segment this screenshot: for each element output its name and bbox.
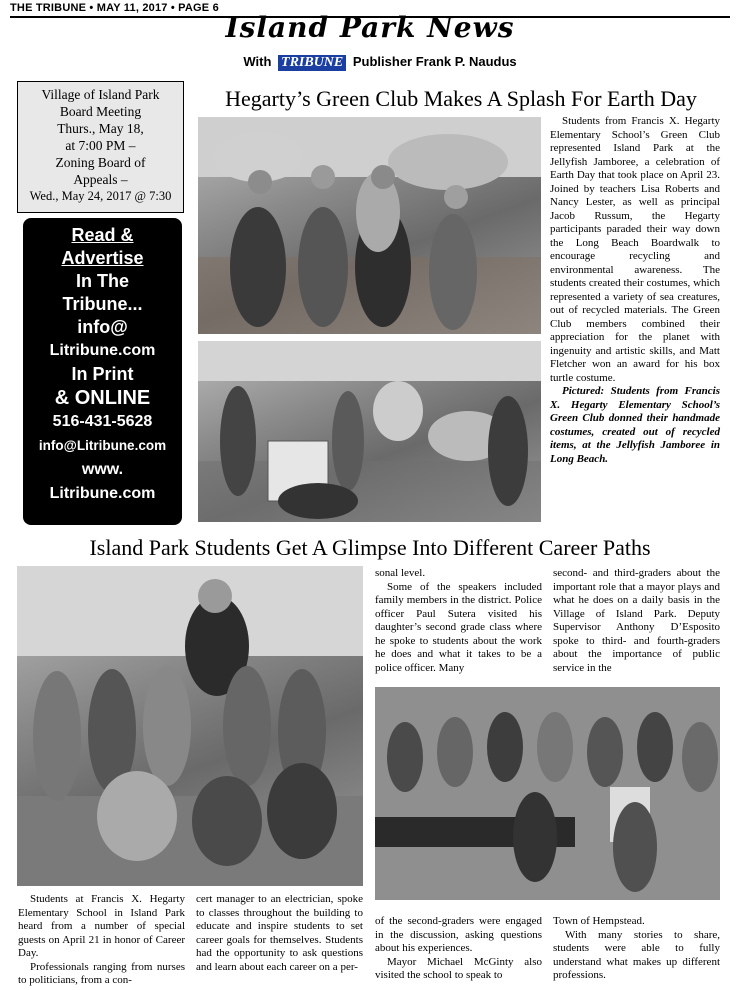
masthead-title: Island Park News [225,11,515,44]
meeting-line: Thurs., May 18, [57,121,144,136]
promo-line: Read & [71,225,134,245]
story2-col3-bottom [375,915,542,983]
publisher-line [230,54,530,71]
caption-text: Students from Francis X. Hegarty Elementary School’s Green Club donned their handmade costumes, created out of recycled items, at the Jellyfish Jamboree in Long Beach. [550,385,720,465]
story1-headline: Hegarty’s Green Club Makes A Splash For Earth Day [225,86,697,111]
story2-col2 [196,893,363,974]
meeting-line: Wed., May 24, 2017 @ 7:30 [29,189,172,203]
promo-line: www. [81,461,124,478]
story2-col1 [18,893,185,988]
meeting-line: Appeals – [73,172,128,187]
story2-paragraph: Town of Hempstead. [553,915,645,927]
publisher-name: Publisher Frank P. Naudus [352,54,517,69]
promo-line: In Print [71,364,134,384]
promo-line: Litribune.com [49,342,156,359]
story2-paragraph: Some of the speakers included family members in the district. Police officer Paul Sutera visited his daughter’s second grade class where he spoke to students about the work he does and what it takes to be a police officer. Many [375,580,542,674]
meeting-line: Zoning Board of [55,155,146,170]
career-day-photo-1 [17,566,363,886]
meeting-line: Village of Island Park [41,87,160,102]
story2-paragraph: cert manager to an electrician, spoke to classes throughout the building to educate and inspire students to set career goals for themselves. Students had the opportunity to ask questions and learn about each career on a per- [196,893,363,973]
green-club-photo-2 [198,341,541,522]
tribune-logo: TRIBUNE [278,55,346,71]
promo-line: Tribune... [62,294,143,314]
meeting-line: Board Meeting [59,104,142,119]
story2-paragraph: Mayor Michael McGinty also visited the school to speak to [375,955,542,981]
story2-paragraph: Students at Francis X. Hegarty Elementary School in Island Park heard from a number of special guests on April 21 in honor of Career Day. [18,893,185,959]
promo-email[interactable]: info@ [77,317,128,337]
meeting-notice-box [17,81,184,213]
promo-line: In The [76,271,129,291]
page-folio: THE TRIBUNE • MAY 11, 2017 • PAGE 6 [10,2,219,14]
story2-paragraph: of the second-graders were engaged in the discussion, asking questions about his experiences. [375,915,542,954]
promo-website-link[interactable]: Litribune.com [49,485,156,502]
story1-caption [550,385,720,466]
story1-text [550,115,720,466]
caption-label: Pictured: [562,385,605,397]
story2-col4-bottom [553,915,720,983]
meeting-line: at 7:00 PM – [65,138,136,153]
advertise-promo-box [23,218,182,525]
with-text: With [243,54,272,69]
promo-email-link[interactable]: info@Litribune.com [38,438,167,453]
promo-phone: 516-431-5628 [52,413,153,430]
promo-line: Advertise [61,248,144,268]
story2-col4-top [553,567,720,675]
promo-line: & ONLINE [54,387,151,409]
green-club-photo-1 [198,117,541,334]
story2-paragraph: sonal level. [375,567,426,579]
story2-col3-top [375,567,542,675]
story2-paragraph: second- and third-graders about the important role that a mayor plays and what he does on a daily basis in the Village of Island Park. Deputy Supervisor Anthony D’Esposito spoke to third- and fourth-graders about the importance of public service in the [553,567,720,674]
story2-headline: Island Park Students Get A Glimpse Into Different Career Paths [89,535,651,560]
story2-paragraph: Professionals ranging from nurses to politicians, from a con- [18,960,185,986]
story2-paragraph: With many stories to share, students were able to fully understand what makes up different professions. [553,928,720,981]
story1-body: Students from Francis X. Hegarty Elementary School’s Green Club represented Island Park at the Jellyfish Jamboree, a celebration of Earth Day that took place on April 23. Joined by teachers Lisa Roberts and Nancy Lester, as well as principal Jacob Russum, the Hegarty participants paraded their way down the Long Beach Boardwalk to encourage recycling and environmental awareness. The students created their costumes, which represented a variety of sea creatures, out of recycled materials. The Green Club members combined their appreciation for the planet with ingenuity and artistic skills, and Matt Fletcher won an award for his box turtle costume. [550,115,720,384]
career-day-photo-2 [375,687,720,900]
